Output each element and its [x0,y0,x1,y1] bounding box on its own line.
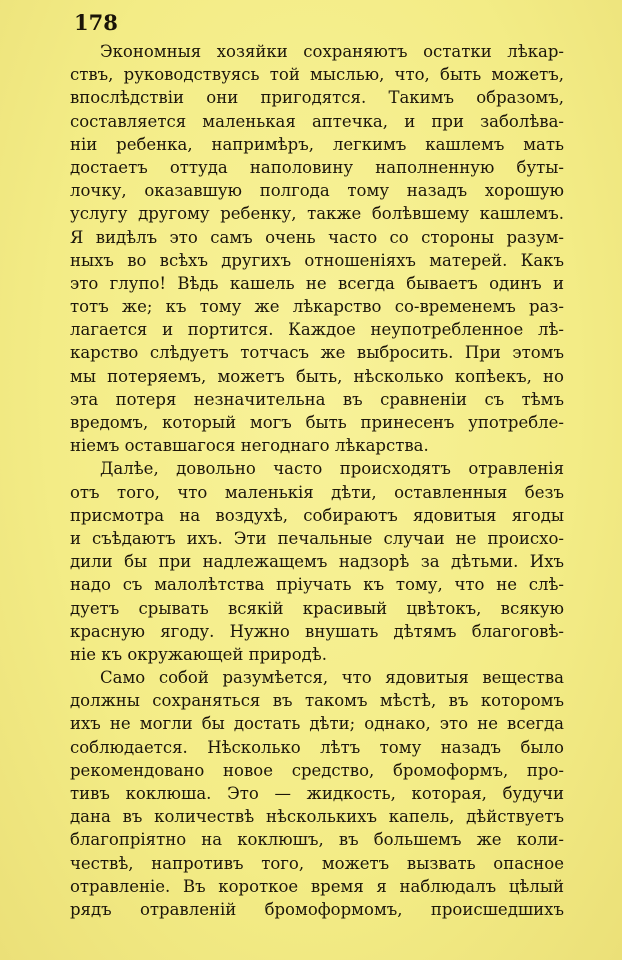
text-line: это глупо! Вѣдь кашель не всегда бываетъ одинъ и [70,273,564,293]
text-line: впослѣдствіи они пригодятся. Такимъ образомъ, [70,88,564,108]
body-text [70,40,564,921]
text-line: соблюдается. Нѣсколько лѣтъ тому назадъ было [70,737,564,757]
text-line: дана въ количествѣ нѣсколькихъ капель, дѣйствуетъ [70,807,564,827]
text-line: должны сохраняться въ такомъ мѣстѣ, въ которомъ [70,691,564,711]
text-line: рекомендовано новое средство, бромоформъ, про- [70,760,564,780]
text-line: дуетъ срывать всякій красивый цвѣтокъ, всякую [70,598,564,618]
text-line: присмотра на воздухѣ, собираютъ ядовитыя ягоды [70,505,564,525]
text-line: рядъ отравленій бромоформомъ, происшедшихъ [70,899,564,919]
text-line: эта потеря незначительна въ сравненіи съ тѣмъ [70,389,564,409]
text-line: ствъ, руководствуясь той мыслью, что, быть можетъ, [70,65,564,85]
text-line: ніемъ оставшагося негоднаго лѣкарства. [70,436,429,456]
text-line: ніи ребенка, напримѣръ, легкимъ кашлемъ мать [70,134,564,154]
text-line: достаетъ оттуда наполовину наполненную буты- [70,157,564,177]
text-line: чествѣ, напротивъ того, можетъ вызвать опасное [70,853,564,873]
text-line: лочку, оказавшую полгода тому назадъ хорошую [70,181,564,201]
text-line: вредомъ, который могъ быть принесенъ употребле- [70,413,564,432]
text-line: лагается и портится. Каждое неупотребленное лѣ- [70,320,564,340]
text-line: дили бы при надлежащемъ надзорѣ за дѣтьми. Ихъ [70,552,564,572]
text-line: услугу другому ребенку, также болѣвшему кашлемъ. [70,204,564,224]
text-line: Экономныя хозяйки сохраняютъ остатки лѣкар- [100,42,564,61]
text-line: и съѣдаютъ ихъ. Эти печальные случаи не происхо- [70,528,564,548]
text-line: ныхъ во всѣхъ другихъ отношеніяхъ матерей. Какъ [70,250,564,270]
text-line: благопріятно на коклюшъ, въ большемъ же коли- [70,830,564,850]
paragraph [70,666,564,921]
text-line: Я видѣлъ это самъ очень часто со стороны разум- [70,227,564,247]
text-line: ніе къ окружающей природѣ. [70,644,327,664]
text-line: тивъ коклюша. Это — жидкость, которая, будучи [70,784,564,803]
text-line: Само собой разумѣется, что ядовитыя вещества [100,668,564,688]
text-line: Далѣе, довольно часто происходятъ отравленія [100,459,564,479]
paragraph [70,457,564,666]
page-number: 178 [74,10,118,35]
text-line: составляется маленькая аптечка, и при заболѣва- [70,111,564,131]
text-line: надо съ малолѣтства пріучать къ тому, что не слѣ- [70,575,564,595]
text-line: красную ягоду. Нужно внушать дѣтямъ благоговѣ- [70,621,564,641]
paragraph [70,40,564,457]
text-line: отравленіе. Въ короткое время я наблюдалъ цѣлый [70,876,564,896]
text-line: отъ того, что маленькія дѣти, оставленныя безъ [70,482,564,502]
text-line: тотъ же; къ тому же лѣкарство со-временемъ раз- [70,297,564,317]
text-line: карство слѣдуетъ тотчасъ же выбросить. При этомъ [70,343,564,363]
text-line: ихъ не могли бы достать дѣти; однако, это не всегда [70,714,564,734]
text-line: мы потеряемъ, можетъ быть, нѣсколько копѣекъ, но [70,366,564,386]
